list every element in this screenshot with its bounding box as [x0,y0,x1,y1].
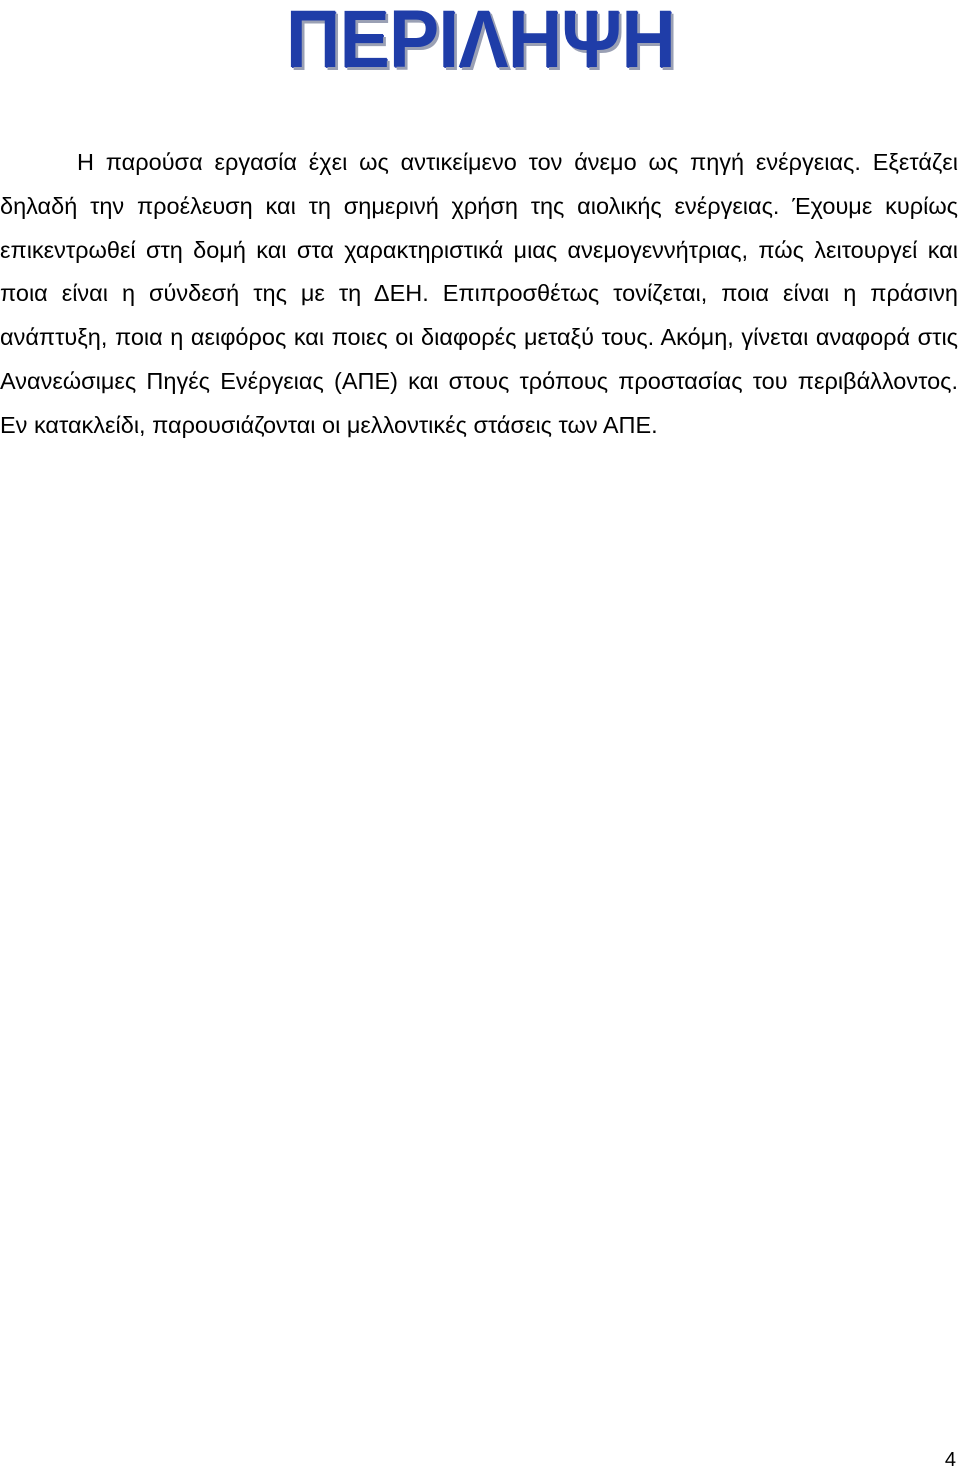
page-number: 4 [944,1449,956,1471]
summary-paragraph: Η παρούσα εργασία έχει ως αντικείμενο τον άνεμο ως πηγή ενέργειας. Εξετάζει δηλαδή την προέλευση και τη σημερινή χρήση της αιολικής ενέργειας. Έχουμε κυρίως επικεντρωθεί στη δομή και στα χαρακτηριστικά μιας ανεμογεννήτριας, πώς λειτουργεί και ποια είναι η σύνδεσή της με τη ΔΕΗ. Επιπροσθέτως τονίζεται, ποια είναι η πράσινη ανάπτυξη, ποια η αειφόρος και ποιες οι διαφορές μεταξύ τους. Ακόμη, γίνεται αναφορά στις Ανανεώσιμες Πηγές Ενέργειας (ΑΠΕ) και στους τρόπους προστασίας του περιβάλλοντος. Εν κατακλείδι, παρουσιάζονται οι μελλοντικές στάσεις των ΑΠΕ. [0,149,958,438]
page-title: ΠΕΡΙΛΗΨΗ [285,0,675,85]
title-container [0,0,960,85]
